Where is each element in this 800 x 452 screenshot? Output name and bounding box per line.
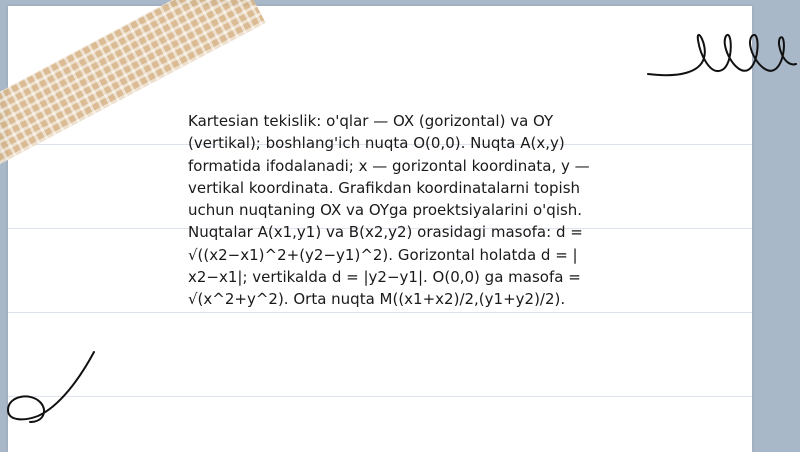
rule-line — [8, 312, 752, 313]
loop-doodle-bottom-left — [0, 348, 110, 428]
rule-line — [8, 396, 752, 397]
note-body-text: Kartesian tekislik: o'qlar — OX (gorizontal) va OY (vertikal); boshlang'ich nuqta O(0,0). Nuqta A(x,y) formatida ifodalanadi; x — gorizontal koordinata, y — vertikal koordinata. Grafikdan koordinatalarni topish uchun nuqtaning OX va OYga proektsiyalarini o'qish. Nuqtalar A(x1,y1) va B(x2,y2) orasidagi masofa: d = √((x2−x1)^2+(y2−y1)^2). Gorizontal holatda d = | x2−x1|; vertikalda d = |y2−y1|. O(0,0) ga masofa = √(x^2+y^2). Orta nuqta M((x1+x2)/2,(y1+y2)/2). — [188, 112, 590, 309]
loop-doodle-top-right — [640, 18, 800, 88]
